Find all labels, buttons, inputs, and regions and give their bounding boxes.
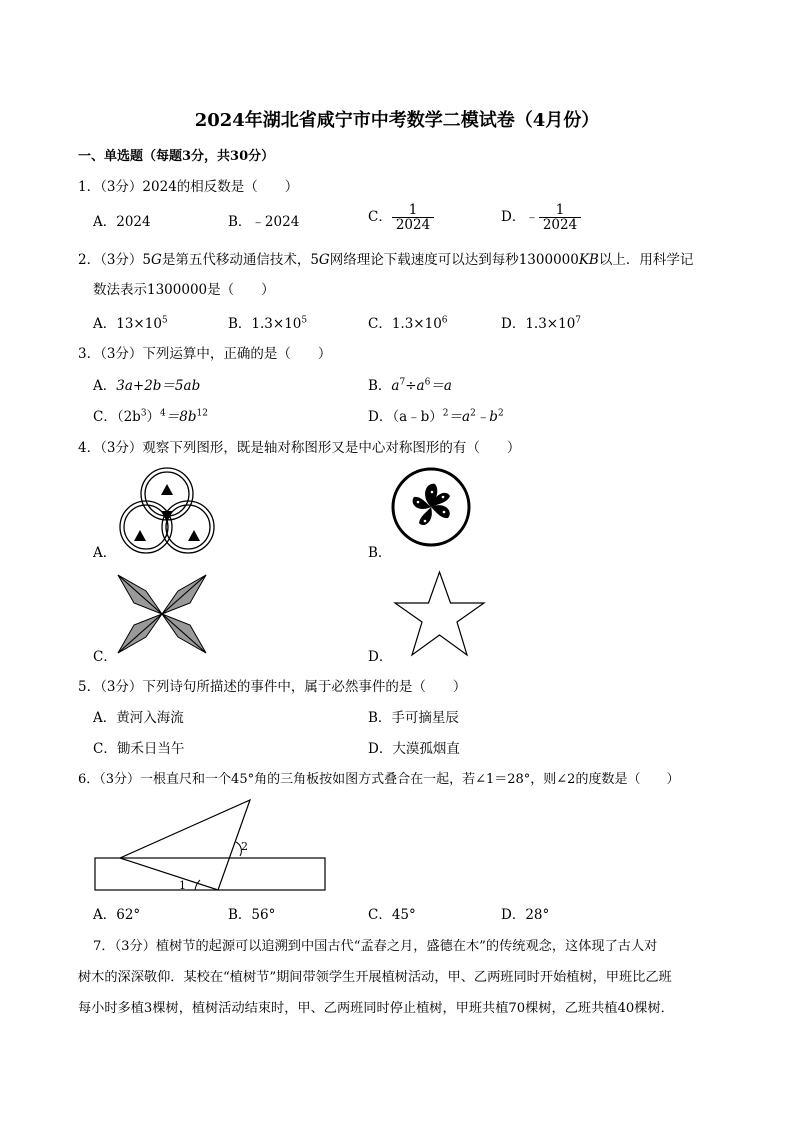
q1-option-b: B．﹣2024 [228, 214, 300, 230]
q4-option-d: D． [368, 649, 393, 665]
figure-a-triquetra [112, 464, 222, 556]
figure-q6-ruler-triangle [90, 798, 330, 896]
figure-b-bauhinia-emblem [390, 466, 472, 548]
page-title: 2024年湖北省咸宁市中考数学二模试卷（4月份） [194, 110, 600, 131]
q5-option-c: C．锄禾日当午 [93, 741, 185, 757]
q5-option-b: B．手可摘星辰 [368, 710, 459, 726]
q3-option-b: B．$a^7\div a^6=a$ [368, 377, 452, 394]
q5-option-a: A．黄河入海流 [93, 710, 184, 726]
q7-line3: 每小时多植3棵树，植树活动结束时，甲、乙两班同时停止植树，甲班共植70棵树，乙班共植40棵树． [78, 1001, 674, 1016]
q1-option-c: C． $\frac{1}{2024}$ [368, 203, 434, 232]
q6-option-b: B．56° [228, 907, 276, 923]
q4-option-c: C． [93, 649, 117, 665]
q6-option-a: A．62° [93, 907, 141, 923]
q6-option-d: D．28° [501, 907, 550, 923]
q4-option-b: B． [368, 545, 392, 561]
q5-stem: 5．（3分）下列诗句所描述的事件中，属于必然事件的是（ ） [78, 679, 467, 695]
fraction: $\frac{1}{2024}$ [392, 203, 434, 232]
q2-option-a: A．$13\times 10^5$ [93, 315, 168, 332]
q5-option-d: D．大漠孤烟直 [368, 741, 460, 757]
q4-stem: 4．（3分）观察下列图形，既是轴对称图形又是中心对称图形的有（ ） [78, 440, 521, 456]
q1-option-d: D．﹣ $\frac{1}{2024}$ [501, 203, 581, 232]
q3-option-a: A．3a+2b＝5ab [93, 378, 201, 394]
q2-stem-line1: 2．（3分）5G是第五代移动通信技术，5G网络理论下载速度可以达到每秒1300000KB以上．用科学记 [78, 252, 694, 268]
q3-option-c: C．$(2b^3)^4=8b^{12}$ [93, 408, 208, 425]
q2-option-b: B．$1.3\times 10^5$ [228, 315, 308, 332]
q1-stem: 1．（3分）2024的相反数是（ ） [78, 179, 299, 195]
q6-option-c: C．45° [368, 907, 416, 923]
q6-stem: 6．（3分）一根直尺和一个45°角的三角板按如图方式叠合在一起，若∠1＝28°，则∠2的度数是（ ） [78, 772, 680, 787]
angle-1-label: 1 [179, 879, 186, 892]
angle-2-label: 2 [241, 840, 248, 853]
q1-option-a: A．2024 [93, 214, 151, 230]
q2-option-d: D．$1.3\times 10^7$ [501, 315, 582, 332]
q2-stem-line2: 数法表示1300000是（ ） [93, 282, 275, 298]
q3-stem: 3．（3分）下列运算中，正确的是（ ） [78, 346, 332, 362]
q4-option-a: A． [93, 545, 117, 561]
fraction: $\frac{1}{2024}$ [539, 203, 581, 232]
q7-line2: 树木的深深敬仰．某校在“植树节”期间带领学生开展植树活动，甲、乙两班同时开始植树，甲班比乙班 [78, 970, 672, 985]
q7-line1: 7．（3分）植树节的起源可以追溯到中国古代“孟春之月，盛德在木”的传统观念，这体现了古人对 [93, 939, 658, 954]
figure-d-star [392, 570, 487, 658]
q3-option-d: D．$(a﹣b)^2=a^2﹣b^2$ [368, 408, 504, 425]
q2-option-c: C．$1.3\times 10^6$ [368, 315, 448, 332]
figure-c-rhombus-x [116, 573, 208, 655]
section-heading: 一、单选题（每题3分，共30分） [78, 149, 275, 164]
